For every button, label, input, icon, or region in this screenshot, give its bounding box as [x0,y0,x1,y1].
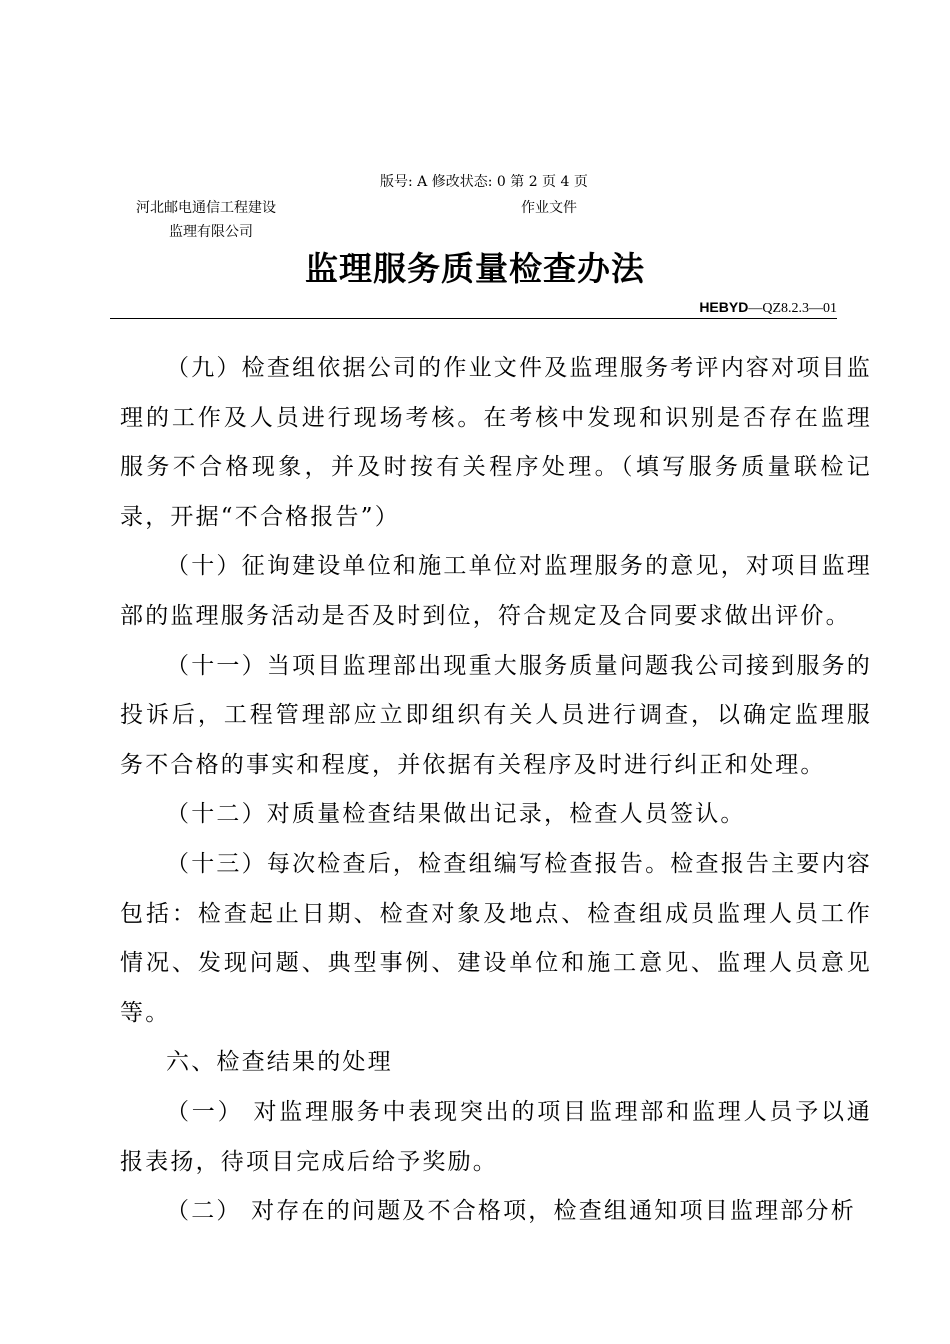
document-title: 监理服务质量检查办法 [305,249,645,288]
paragraph-6-2: （二） 对存在的问题及不合格项，检查组通知项目监理部分析 [166,1198,856,1225]
paragraph-6-1: （一） 对监理服务中表现突出的项目监理部和监理人员予以通报表扬，待项目完成后给予奖励。 [120,1098,872,1175]
paragraph-12: （十二）对质量检查结果做出记录，检查人员签认。 [166,801,746,828]
version-status-line: 版号: A 修改状态: 0 第 2 页 4 页 [380,174,588,190]
section-heading-6: 六、检查结果的处理 [166,1049,393,1076]
header-divider [110,318,837,319]
document-type: 作业文件 [521,200,577,216]
paragraph-11: （十一）当项目监理部出现重大服务质量问题我公司接到服务的投诉后，工程管理部应立即组织有关人员进行调查，以确定监理服务不合格的事实和程度，并依据有关程序及时进行纠正和处理。 [120,652,872,778]
paragraph-10: （十）征询建设单位和施工单位对监理服务的意见，对项目监理部的监理服务活动是否及时到位，符合规定及合同要求做出评价。 [120,553,872,629]
document-code-prefix: HEBYD [699,299,749,315]
document-code [699,298,837,318]
company-name-line1: 河北邮电通信工程建设 [136,200,276,216]
document-code-suffix: —QZ8.2.3—01 [748,301,837,316]
document-body [120,344,872,1237]
company-name-line2: 监理有限公司 [169,224,253,240]
paragraph-13: （十三）每次检查后，检查组编写检查报告。检查报告主要内容包括：检查起止日期、检查对象及地点、检查组成员监理人员工作情况、发现问题、典型事例、建设单位和施工意见、监理人员意见等。 [120,850,872,1026]
paragraph-9: （九）检查组依据公司的作业文件及监理服务考评内容对项目监理的工作及人员进行现场考核。在考核中发现和识别是否存在监理服务不合格现象，并及时按有关程序处理。（填写服务质量联检记录，开据“不合格报告”） [120,355,872,530]
